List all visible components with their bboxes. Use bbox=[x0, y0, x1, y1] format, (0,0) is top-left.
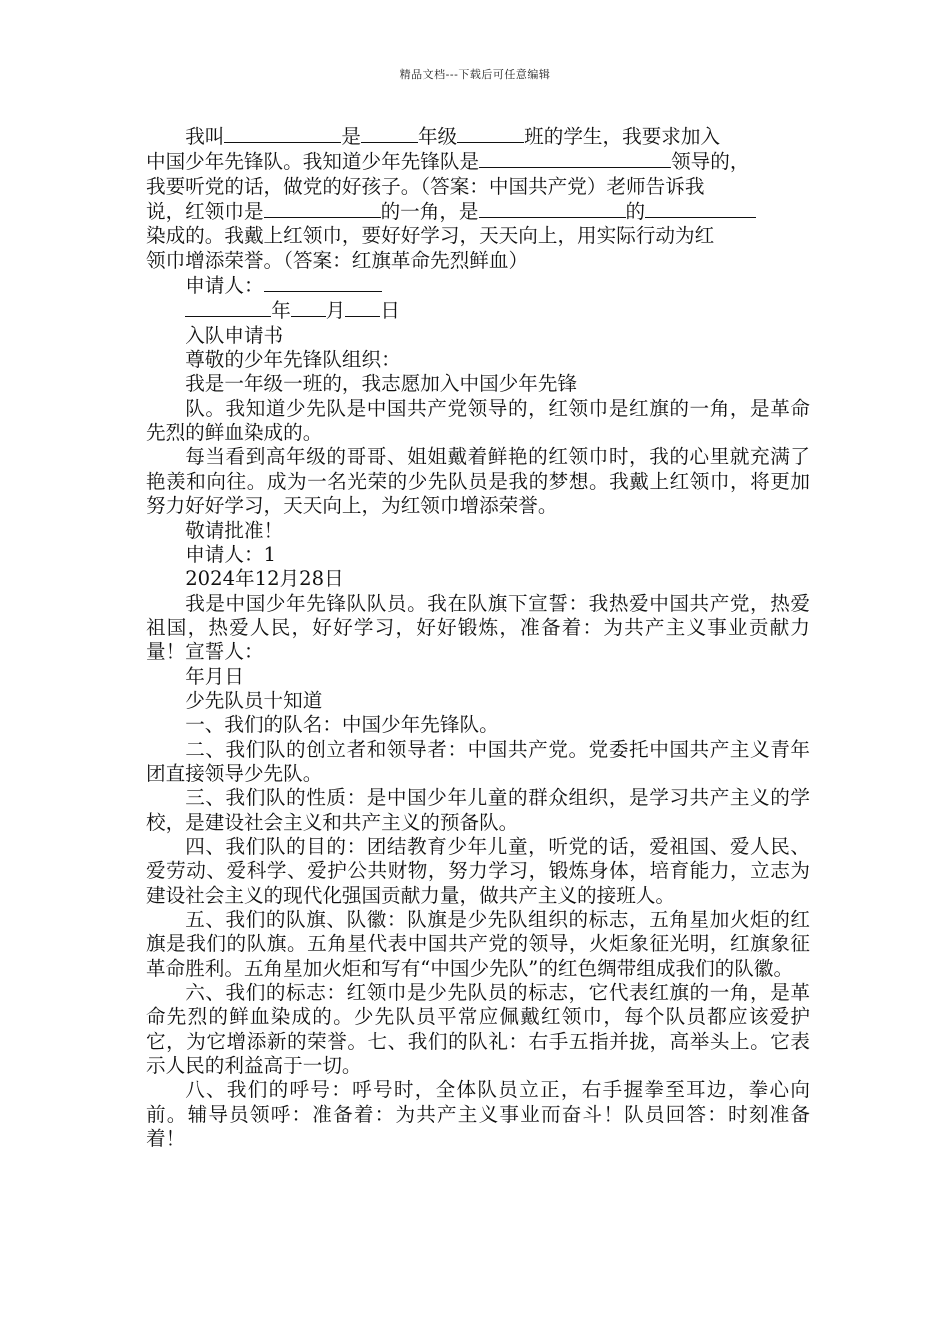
ten-title: 少先队员十知道 bbox=[185, 688, 323, 712]
applicant-label: 申请人： bbox=[185, 274, 264, 298]
applicant-blank bbox=[264, 273, 382, 292]
form-line-3: 我要听党的话，做党的好孩子。（答案：中国共产党）老师告诉我 bbox=[146, 174, 705, 198]
scarf-blank-2 bbox=[479, 199, 626, 218]
month-label: 月 bbox=[325, 299, 346, 323]
name-blank bbox=[224, 124, 341, 143]
form-text: 班的学生，我要求加入 bbox=[524, 125, 721, 148]
form-text: 说，红领巾是 bbox=[146, 200, 264, 224]
form-text: 年级 bbox=[417, 125, 458, 148]
form-text: 领导的， bbox=[671, 150, 750, 174]
form-text: 中国少年先锋队。我知道少年先锋队是 bbox=[146, 150, 480, 174]
class-blank bbox=[457, 124, 524, 143]
ten-item: 三、我们队的性质：是中国少年儿童的群众组织，是学习共产主义的学校，是建设社会主义和共产主义的预备队。 bbox=[146, 786, 810, 834]
oath-text: 我是中国少年先锋队队员。我在队旗下宣誓：我热爱中国共产党，热爱祖国，热爱人民，好好学习，好好锻炼，准备着：为共产主义事业贡献力量！宣誓人： bbox=[146, 591, 810, 664]
form-applicant bbox=[146, 273, 810, 298]
month-blank bbox=[291, 298, 326, 317]
letter-salutation: 尊敬的少年先锋队组织： bbox=[185, 348, 401, 372]
ten-item: 一、我们的队名：中国少年先锋队。 bbox=[185, 713, 499, 737]
ten-item: 二、我们队的创立者和领导者：中国共产党。党委托中国共产主义青年团直接领导少先队。 bbox=[146, 737, 810, 785]
ten-item: 五、我们的队旗、队徽：队旗是少先队组织的标志，五角星加火炬的红旗是我们的队旗。五角星代表中国共产党的领导，火炬象征光明，红旗象征革命胜利。五角星加火炬和写有“中国少先队”的红色绸带组成我们的队徽。 bbox=[146, 908, 810, 980]
day-blank bbox=[345, 298, 380, 317]
document-body bbox=[146, 124, 810, 1151]
year-label: 年 bbox=[271, 299, 291, 323]
form-date bbox=[146, 298, 810, 323]
letter-title: 入队申请书 bbox=[185, 323, 284, 347]
form-line-2 bbox=[146, 149, 810, 174]
ten-item: 六、我们的标志：红领巾是少先队员的标志，它代表红旗的一角，是革命先烈的鲜血染成的。少先队员平常应佩戴红领巾，每个队员都应该爱护它，为它增添新的荣誉。七、我们的队礼：右手五指并拢，高举头上。它表示人民的利益高于一切。 bbox=[146, 981, 810, 1078]
form-text: 的一角，是 bbox=[380, 200, 479, 224]
form-text: 我叫 bbox=[185, 125, 225, 148]
year-blank bbox=[185, 298, 271, 317]
form-line-6: 领巾增添荣誉。（答案：红旗革命先烈鲜血） bbox=[146, 248, 529, 272]
leader-blank bbox=[479, 149, 671, 168]
letter-closing: 敬请批准！ bbox=[185, 518, 284, 542]
ten-item: 四、我们队的目的：团结教育少年儿童，听党的话，爱祖国、爱人民、爱劳动、爱科学、爱护公共财物，努力学习，锻炼身体，培育能力，立志为建设社会主义的现代化强国贡献力量，做共产主义的接班人。 bbox=[146, 834, 810, 907]
letter-paragraph-1a: 我是一年级一班的，我志愿加入中国少年先锋 bbox=[185, 372, 578, 396]
page-header: 精品文档---下载后可任意编辑 bbox=[399, 68, 551, 81]
letter-applicant: 申请人：1 bbox=[185, 542, 277, 566]
form-text: 是 bbox=[341, 125, 361, 148]
letter-paragraph-1b: 队。我知道少先队是中国共产党领导的，红领巾是红旗的一角，是革命先烈的鲜血染成的。 bbox=[146, 396, 810, 445]
form-line-4 bbox=[146, 199, 810, 224]
day-label: 日 bbox=[380, 299, 400, 323]
oath-date: 年月日 bbox=[185, 664, 244, 688]
scarf-blank-3 bbox=[645, 199, 756, 218]
ten-item: 八、我们的呼号：呼号时，全体队员立正，右手握拳至耳边，拳心向前。辅导员领呼：准备着：为共产主义事业而奋斗！队员回答：时刻准备着！ bbox=[146, 1078, 810, 1151]
grade-blank bbox=[361, 124, 418, 143]
scarf-blank-1 bbox=[264, 199, 381, 218]
form-line-1 bbox=[146, 124, 810, 149]
letter-paragraph-2: 每当看到高年级的哥哥、姐姐戴着鲜艳的红领巾时，我的心里就充满了艳羡和向往。成为一名光荣的少先队员是我的梦想。我戴上红领巾，将更加努力好好学习，天天向上，为红领巾增添荣誉。 bbox=[146, 445, 810, 518]
letter-date: 2024年12月28日 bbox=[185, 567, 344, 591]
form-line-5: 染成的。我戴上红领巾，要好好学习，天天向上，用实际行动为红 bbox=[146, 224, 715, 248]
form-text: 的 bbox=[625, 200, 646, 224]
